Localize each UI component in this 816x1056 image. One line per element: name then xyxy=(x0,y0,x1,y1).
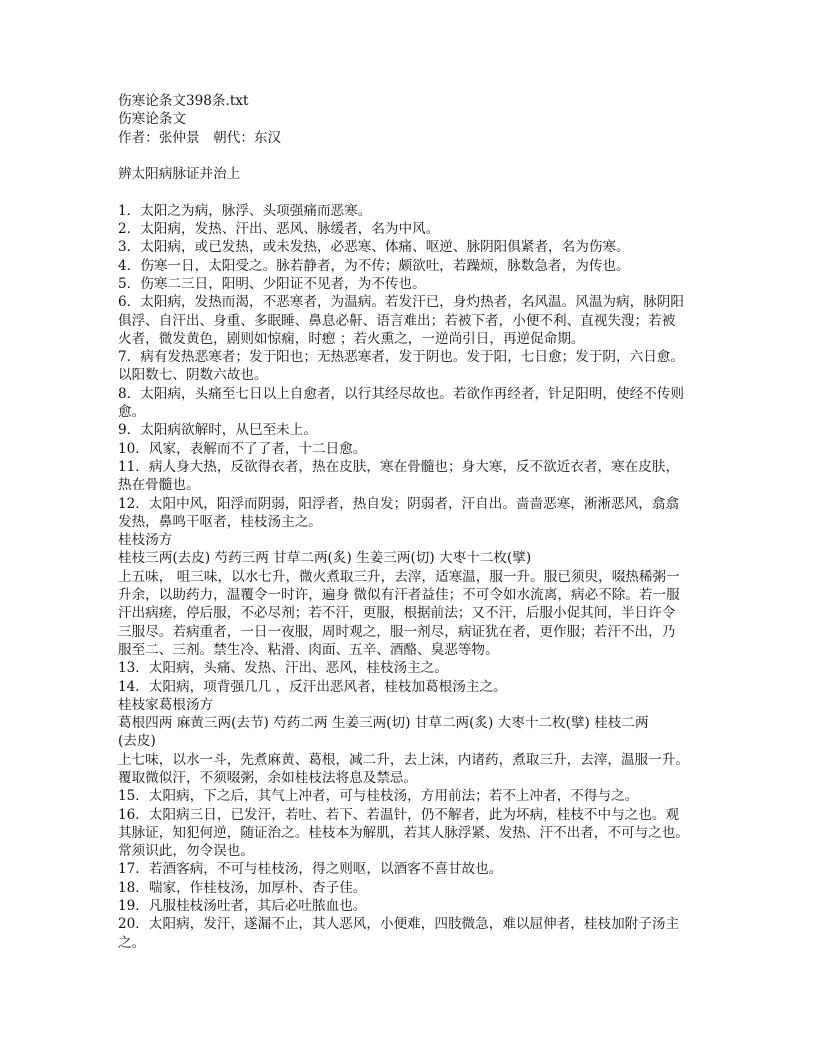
text-line: 7．病有发热恶寒者；发于阳也；无热恶寒者，发于阴也。发于阳，七日愈；发于阴，六日愈。 xyxy=(118,349,684,366)
text-line: 葛根四两 麻黄三两(去节) 芍药二两 生姜三两(切) 甘草二两(炙) 大枣十二枚(擘) 桂枝二两 xyxy=(118,715,649,732)
text-line: 8．太阳病，头痛至七日以上自愈者，以行其经尽故也。若欲作再经者，针足阳明，使经不传则 xyxy=(118,385,684,402)
text-line: 桂枝汤方 xyxy=(118,532,173,549)
text-line: 桂枝家葛根汤方 xyxy=(118,696,214,713)
text-line: 16．太阳病三日，已发汗，若吐、若下、若温针，仍不解者，此为坏病，桂枝不中与之也。观 xyxy=(118,806,680,823)
text-line: 汗出病瘥，停后服，不必尽剂；若不汗，更服，根据前法；又不汗，后服小促其间，半日许令 xyxy=(118,605,676,622)
text-line: 升余，以助药力，温覆令一时许，遍身 微似有汗者益佳；不可令如水流离，病必不除。若一服 xyxy=(118,587,680,604)
text-line: 11．病人身大热，反欲得衣者，热在皮肤，寒在骨髓也；身大寒，反不欲近衣者，寒在皮肤， xyxy=(118,458,680,475)
text-line: 1．太阳之为病，脉浮、头项强痛而恶寒。 xyxy=(118,202,372,219)
text-line: 10．风家，表解而不了了者，十二日愈。 xyxy=(118,440,367,457)
text-line: 之。 xyxy=(118,934,146,951)
text-line: 服至二、三剂。禁生冷、粘滑、肉面、五辛、酒酪、臭恶等物。 xyxy=(118,641,499,658)
text-line: 15．太阳病，下之后，其气上冲者，可与桂枝汤，方用前法；若不上冲者，不得与之。 xyxy=(118,788,639,805)
text-line: 17．若酒客病，不可与桂枝汤，得之则呕，以酒客不喜甘故也。 xyxy=(118,861,503,878)
text-line: 其脉证，知犯何逆，随证治之。桂枝本为解肌，若其人脉浮紧、发热、汗不出者，不可与之也。 xyxy=(118,824,689,841)
text-line: 9．太阳病欲解时，从巳至未上。 xyxy=(118,422,317,439)
text-line: 18．喘家，作桂枝汤，加厚朴、杏子佳。 xyxy=(118,879,367,896)
document-page xyxy=(118,92,718,952)
text-line: 13．太阳病，头痛、发热、汗出、恶风，桂枝汤主之。 xyxy=(118,660,448,677)
text-line: 常须识此，勿令误也。 xyxy=(118,843,254,860)
text-line: 愈。 xyxy=(118,404,146,421)
text-line: 2．太阳病，发热、汗出、恶风、脉缓者，名为中风。 xyxy=(118,221,440,238)
text-line: 20．太阳病，发汗，遂漏不止，其人恶风，小便难，四肢微急，难以屈伸者，桂枝加附子汤主 xyxy=(118,916,680,933)
text-line: 俱浮、自汗出、身重、多眠睡、鼻息必鼾、语言难出；若被下者，小便不利、直视失溲；若被 xyxy=(118,312,676,329)
text-line: 12．太阳中风，阳浮而阴弱，阳浮者，热自发；阴弱者，汗自出。啬啬恶寒，淅淅恶风，翕翕 xyxy=(118,495,680,512)
text-line: 桂枝三两(去皮) 芍药三两 甘草二两(炙) 生姜三两(切) 大枣十二枚(擘) xyxy=(118,550,532,567)
text-line: 上七味，以水一斗，先煮麻黄、葛根，减二升，去上沫，内诸药，煮取三升，去滓，温服一升。 xyxy=(118,751,689,768)
text-line: 火者，微发黄色，剧则如惊痫，时瘛 ；若火熏之，一逆尚引日，再逆促命期。 xyxy=(118,330,585,347)
text-line: 5．伤寒二三日，阳明、少阳证不见者，为不传也。 xyxy=(118,275,426,292)
author-line: 作者：张仲景 朝代：东汉 xyxy=(118,129,282,146)
text-line: 4．伤寒一日，太阳受之。脉若静者，为不传；颇欲吐，若躁烦，脉数急者，为传也。 xyxy=(118,257,630,274)
text-line: 上五味， 咀三味，以水七升，微火煮取三升，去滓，适寒温，服一升。服已须臾，啜热稀粥一 xyxy=(118,568,680,585)
text-line: 以阳数七、阴数六故也。 xyxy=(118,367,268,384)
text-line: 14．太阳病，项背强几几 ，反汗出恶风者，桂枝加葛根汤主之。 xyxy=(118,678,507,695)
text-line xyxy=(118,183,718,201)
text-line: 热在骨髓也。 xyxy=(118,477,200,494)
file-name: 伤寒论条文398条.txt xyxy=(118,93,249,109)
section-heading: 辨太阳病脉证并治上 xyxy=(118,166,241,183)
text-line: 3．太阳病，或已发热，或未发热，必恶寒、体痛、呕逆、脉阴阳俱紧者，名为伤寒。 xyxy=(118,239,630,256)
text-line: 覆取微似汗，不须啜粥，余如桂枝法将息及禁忌。 xyxy=(118,769,418,786)
text-line: 6．太阳病，发热而渴，不恶寒者，为温病。若发汗已，身灼热者，名风温。风温为病，脉阴阳 xyxy=(118,294,684,311)
text-line xyxy=(118,147,718,165)
document-title: 伤寒论条文 xyxy=(118,111,186,128)
text-line: 三服尽。若病重者，一日一夜服，周时观之，服一剂尽，病证犹在者，更作服；若汗不出，乃 xyxy=(118,623,676,640)
text-line: 发热，鼻鸣干呕者，桂枝汤主之。 xyxy=(118,513,322,530)
text-line: (去皮) xyxy=(118,733,156,750)
text-line: 19．凡服桂枝汤吐者，其后必吐脓血也。 xyxy=(118,898,367,915)
